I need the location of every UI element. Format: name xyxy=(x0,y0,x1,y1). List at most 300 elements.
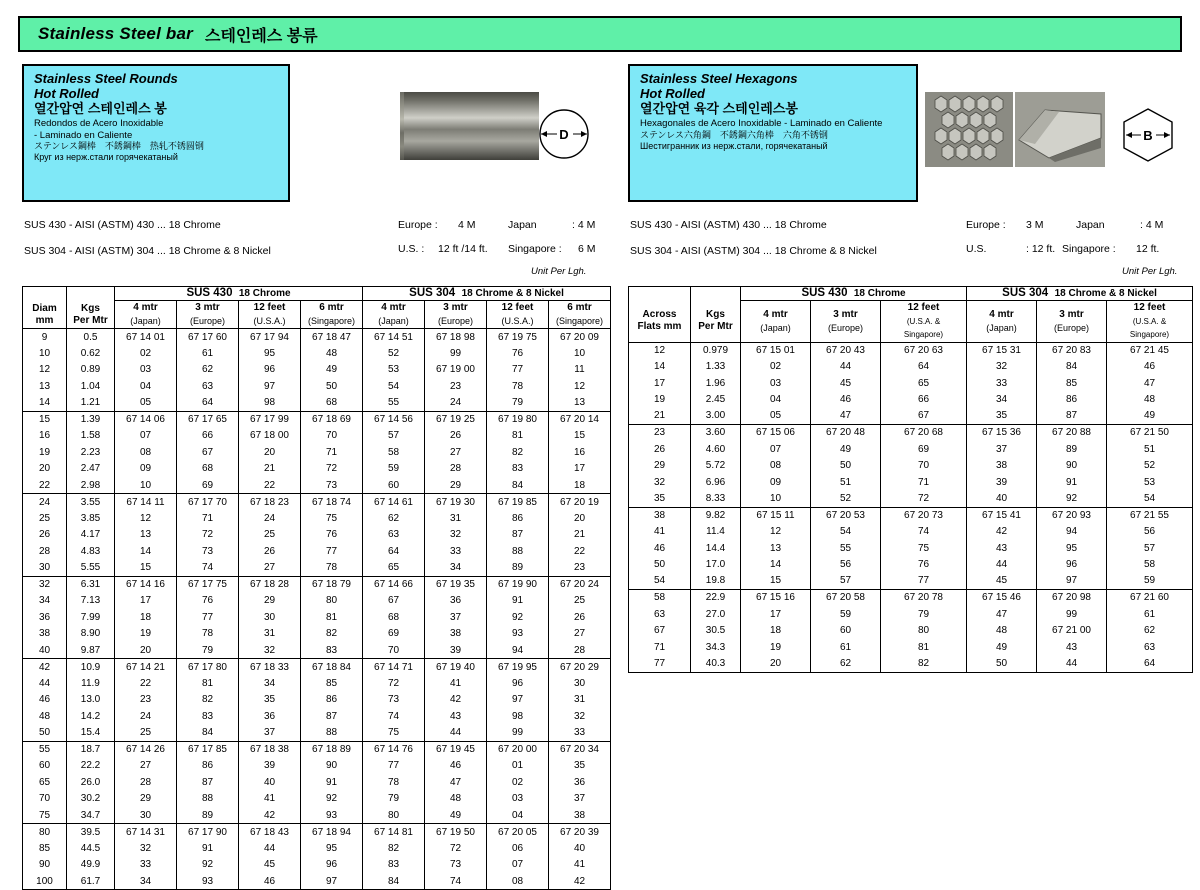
hexagons-unit-per: Unit Per Lgh. xyxy=(1122,266,1178,277)
table-cell: 1.33 xyxy=(691,359,741,376)
table-cell: 67 14 61 xyxy=(363,494,425,511)
table-cell: 79 xyxy=(177,642,239,659)
table-cell: 36 xyxy=(23,609,67,626)
table-cell: 27.0 xyxy=(691,606,741,623)
round-diameter-diagram xyxy=(528,104,600,164)
table-cell: 85 xyxy=(301,675,363,692)
table-cell: 67 20 78 xyxy=(881,590,967,607)
table-cell: 39.5 xyxy=(67,824,115,841)
table-row xyxy=(23,411,611,428)
table-cell: 07 xyxy=(741,441,811,458)
table-cell: 18.7 xyxy=(67,741,115,758)
hexagons-length-japan-value: : 4 M xyxy=(1140,219,1164,231)
table-cell: 20 xyxy=(741,656,811,673)
table-cell: 3.00 xyxy=(691,408,741,425)
table-cell: 28 xyxy=(115,774,177,791)
table-cell: 67 18 98 xyxy=(425,329,487,346)
table-cell: 3.85 xyxy=(67,510,115,527)
table-cell: 5.72 xyxy=(691,458,741,475)
table-cell: 92 xyxy=(1037,491,1107,508)
table-cell: 57 xyxy=(363,428,425,445)
table-cell: 93 xyxy=(301,807,363,824)
table-cell: 23 xyxy=(549,560,611,577)
table-cell: 67 19 50 xyxy=(425,824,487,841)
table-cell: 59 xyxy=(363,461,425,478)
table-group-header-row xyxy=(23,287,611,301)
table-cell: 03 xyxy=(487,791,549,808)
table-cell: 58 xyxy=(1107,557,1193,574)
table-cell: 18 xyxy=(741,623,811,640)
table-cell: 47 xyxy=(967,606,1037,623)
table-cell: 84 xyxy=(177,725,239,742)
table-cell: 67 18 23 xyxy=(239,494,301,511)
table-cell: 45 xyxy=(967,573,1037,590)
rounds-length-europe-label: Europe : xyxy=(398,219,438,231)
table-cell: 89 xyxy=(1037,441,1107,458)
table-cell: 04 xyxy=(115,378,177,395)
table-cell: 52 xyxy=(363,345,425,362)
table-cell: 67 18 43 xyxy=(239,824,301,841)
rounds-title-es2: - Laminado en Caliente xyxy=(34,129,133,141)
table-cell: 84 xyxy=(487,477,549,494)
table-row xyxy=(629,441,1193,458)
table-cell: 0.62 xyxy=(67,345,115,362)
table-cell: 67 19 45 xyxy=(425,741,487,758)
table-cell: 30 xyxy=(549,675,611,692)
table-cell: 12 xyxy=(741,524,811,541)
table-cell: 62 xyxy=(811,656,881,673)
table-row xyxy=(23,741,611,758)
table-cell: 5.55 xyxy=(67,560,115,577)
hexagons-length-europe-value: 3 M xyxy=(1026,219,1044,231)
table-cell: 61.7 xyxy=(67,873,115,890)
table-cell: 71 xyxy=(629,639,691,656)
hexagons-length-europe-label: Europe : xyxy=(966,219,1006,231)
page-title: Stainless Steel bar xyxy=(38,24,193,43)
table-cell: 22 xyxy=(239,477,301,494)
table-cell: 31 xyxy=(239,626,301,643)
table-cell: 67 20 98 xyxy=(1037,590,1107,607)
table-cell: 57 xyxy=(1107,540,1193,557)
table-cell: 12 xyxy=(115,510,177,527)
table-cell: 47 xyxy=(811,408,881,425)
rounds-length-us-value: 12 ft /14 ft. xyxy=(438,243,488,255)
table-cell: 78 xyxy=(363,774,425,791)
table-cell: 11.9 xyxy=(67,675,115,692)
table-cell: 92 xyxy=(487,609,549,626)
table-cell: 04 xyxy=(741,392,811,409)
table-cell: 35 xyxy=(629,491,691,508)
table-cell: 55 xyxy=(811,540,881,557)
table-cell: 67 17 94 xyxy=(239,329,301,346)
table-cell: 93 xyxy=(177,873,239,890)
group-header-sus430: SUS 430 18 Chrome xyxy=(115,287,363,301)
table-cell: 78 xyxy=(177,626,239,643)
table-cell: 96 xyxy=(1037,557,1107,574)
table-cell: 67 21 60 xyxy=(1107,590,1193,607)
table-row xyxy=(629,491,1193,508)
table-cell: 67 14 31 xyxy=(115,824,177,841)
table-cell: 67 14 06 xyxy=(115,411,177,428)
table-cell: 67 18 33 xyxy=(239,659,301,676)
table-cell: 29 xyxy=(629,458,691,475)
table-cell: 28 xyxy=(549,642,611,659)
table-row xyxy=(23,609,611,626)
table-cell: 67 14 71 xyxy=(363,659,425,676)
table-row xyxy=(23,345,611,362)
table-cell: 92 xyxy=(177,857,239,874)
table-cell: 46 xyxy=(1107,359,1193,376)
table-cell: 67 14 26 xyxy=(115,741,177,758)
table-row xyxy=(629,408,1193,425)
table-cell: 96 xyxy=(301,857,363,874)
table-cell: 77 xyxy=(881,573,967,590)
table-row xyxy=(23,857,611,874)
table-cell: 17 xyxy=(549,461,611,478)
table-cell: 29 xyxy=(115,791,177,808)
table-cell: 67 19 00 xyxy=(425,362,487,379)
table-cell: 26.0 xyxy=(67,774,115,791)
table-cell: 39 xyxy=(239,758,301,775)
table-cell: 91 xyxy=(1037,474,1107,491)
table-cell: 67 20 39 xyxy=(549,824,611,841)
table-row xyxy=(23,593,611,610)
table-cell: 08 xyxy=(487,873,549,890)
table-cell: 75 xyxy=(23,807,67,824)
table-cell: 68 xyxy=(177,461,239,478)
table-cell: 43 xyxy=(425,708,487,725)
table-cell: 14 xyxy=(741,557,811,574)
rounds-length-singapore-label: Singapore : xyxy=(508,243,562,255)
table-cell: 0.979 xyxy=(691,342,741,359)
table-cell: 20 xyxy=(23,461,67,478)
table-cell: 67 19 75 xyxy=(487,329,549,346)
table-cell: 67 19 30 xyxy=(425,494,487,511)
table-cell: 50 xyxy=(967,656,1037,673)
table-row xyxy=(23,758,611,775)
table-cell: 46 xyxy=(811,392,881,409)
table-cell: 79 xyxy=(363,791,425,808)
col-header: 6 mtr (Singapore) xyxy=(301,301,363,329)
table-cell: 58 xyxy=(629,590,691,607)
table-row xyxy=(23,395,611,412)
table-cell: 38 xyxy=(967,458,1037,475)
table-cell: 52 xyxy=(1107,458,1193,475)
hexagons-title-en: Stainless Steel Hexagons xyxy=(640,71,798,86)
table-cell: 53 xyxy=(1107,474,1193,491)
table-cell: 91 xyxy=(487,593,549,610)
table-cell: 84 xyxy=(363,873,425,890)
table-cell: 10 xyxy=(549,345,611,362)
table-cell: 9.87 xyxy=(67,642,115,659)
table-cell: 13.0 xyxy=(67,692,115,709)
rounds-title-es1: Redondos de Acero Inoxidable xyxy=(34,118,164,129)
table-cell: 40 xyxy=(549,840,611,857)
col-header: 6 mtr (Singapore) xyxy=(549,301,611,329)
table-cell: 80 xyxy=(301,593,363,610)
rounds-title-en: Stainless Steel Rounds xyxy=(34,71,178,86)
table-cell: 56 xyxy=(1107,524,1193,541)
table-cell: 10 xyxy=(741,491,811,508)
table-cell: 25 xyxy=(115,725,177,742)
table-cell: 81 xyxy=(487,428,549,445)
table-cell: 2.23 xyxy=(67,444,115,461)
table-row xyxy=(629,425,1193,442)
table-cell: 42 xyxy=(23,659,67,676)
table-cell: 02 xyxy=(741,359,811,376)
table-cell: 46 xyxy=(629,540,691,557)
rounds-subtitle-en: Hot Rolled xyxy=(34,86,99,101)
table-cell: 15.4 xyxy=(67,725,115,742)
table-cell: 62 xyxy=(177,362,239,379)
table-cell: 45 xyxy=(811,375,881,392)
table-cell: 70 xyxy=(363,642,425,659)
table-cell: 75 xyxy=(881,540,967,557)
table-cell: 58 xyxy=(363,444,425,461)
table-cell: 07 xyxy=(487,857,549,874)
table-cell: 01 xyxy=(487,758,549,775)
table-cell: 67 21 45 xyxy=(1107,342,1193,359)
table-row xyxy=(629,392,1193,409)
table-cell: 32 xyxy=(967,359,1037,376)
table-cell: 26 xyxy=(549,609,611,626)
hexagons-title-jp: ステンレス六角鋼 不銹鋼六角棒 六角不锈钢 xyxy=(640,129,828,140)
col-header: 3 mtr (Europe) xyxy=(177,301,239,329)
table-cell: 26 xyxy=(23,527,67,544)
table-cell: 32 xyxy=(425,527,487,544)
table-row xyxy=(23,510,611,527)
table-cell: 41 xyxy=(629,524,691,541)
hexagons-title-ko: 열간압연 육각 스테인레스봉 xyxy=(640,101,798,116)
table-cell: 83 xyxy=(301,642,363,659)
table-cell: 28 xyxy=(23,543,67,560)
table-cell: 67 14 51 xyxy=(363,329,425,346)
col-header: 3 mtr (Europe) xyxy=(1037,301,1107,342)
table-cell: 28 xyxy=(425,461,487,478)
table-cell: 50 xyxy=(629,557,691,574)
table-cell: 71 xyxy=(881,474,967,491)
table-cell: 44 xyxy=(967,557,1037,574)
table-cell: 67 20 19 xyxy=(549,494,611,511)
table-cell: 48 xyxy=(967,623,1037,640)
table-cell: 9.82 xyxy=(691,507,741,524)
table-cell: 81 xyxy=(177,675,239,692)
table-cell: 02 xyxy=(115,345,177,362)
col-header: 12 feet (U.S.A. & Singapore) xyxy=(1107,301,1193,342)
table-cell: 81 xyxy=(301,609,363,626)
table-cell: 31 xyxy=(425,510,487,527)
table-cell: 67 17 70 xyxy=(177,494,239,511)
table-cell: 46 xyxy=(425,758,487,775)
table-cell: 77 xyxy=(487,362,549,379)
table-cell: 67 19 85 xyxy=(487,494,549,511)
table-cell: 75 xyxy=(363,725,425,742)
table-cell: 44 xyxy=(425,725,487,742)
table-cell: 67 15 01 xyxy=(741,342,811,359)
table-cell: 17 xyxy=(115,593,177,610)
table-cell: 67 20 88 xyxy=(1037,425,1107,442)
table-row xyxy=(629,557,1193,574)
table-cell: 32 xyxy=(549,708,611,725)
table-cell: 63 xyxy=(629,606,691,623)
table-cell: 03 xyxy=(115,362,177,379)
table-cell: 14.2 xyxy=(67,708,115,725)
table-row xyxy=(23,659,611,676)
table-cell: 72 xyxy=(301,461,363,478)
table-cell: 47 xyxy=(1107,375,1193,392)
table-cell: 49.9 xyxy=(67,857,115,874)
table-cell: 98 xyxy=(239,395,301,412)
table-cell: 87 xyxy=(301,708,363,725)
table-cell: 50 xyxy=(811,458,881,475)
col-header: 12 feet (U.S.A.) xyxy=(239,301,301,329)
table-cell: 15 xyxy=(549,428,611,445)
table-cell: 8.33 xyxy=(691,491,741,508)
table-cell: 22.2 xyxy=(67,758,115,775)
table-cell: 67 14 81 xyxy=(363,824,425,841)
col-header: 4 mtr (Japan) xyxy=(363,301,425,329)
table-cell: 24 xyxy=(23,494,67,511)
table-cell: 42 xyxy=(549,873,611,890)
rounds-spec-1: SUS 430 - AISI (ASTM) 430 ... 18 Chrome xyxy=(24,219,221,231)
hex-bar-photo-single xyxy=(1015,92,1105,167)
table-cell: 25 xyxy=(23,510,67,527)
hexagons-title-ru: Шестигранник из нерж.стали, горячекатаный xyxy=(640,140,828,151)
table-cell: 22 xyxy=(23,477,67,494)
table-cell: 80 xyxy=(23,824,67,841)
table-cell: 38 xyxy=(549,807,611,824)
table-cell: 49 xyxy=(301,362,363,379)
table-cell: 88 xyxy=(301,725,363,742)
table-cell: 64 xyxy=(363,543,425,560)
table-row xyxy=(629,375,1193,392)
group-header-sus304: SUS 304 18 Chrome & 8 Nickel xyxy=(967,287,1193,301)
table-cell: 08 xyxy=(115,444,177,461)
table-cell: 32 xyxy=(115,840,177,857)
table-cell: 98 xyxy=(487,708,549,725)
table-cell: 21 xyxy=(549,527,611,544)
table-cell: 34.7 xyxy=(67,807,115,824)
table-cell: 67 20 00 xyxy=(487,741,549,758)
table-cell: 87 xyxy=(177,774,239,791)
table-cell: 92 xyxy=(301,791,363,808)
table-cell: 1.58 xyxy=(67,428,115,445)
table-row xyxy=(23,477,611,494)
table-cell: 03 xyxy=(741,375,811,392)
table-cell: 27 xyxy=(425,444,487,461)
table-cell: 67 15 11 xyxy=(741,507,811,524)
rounds-length-us-label: U.S. : xyxy=(398,243,425,255)
table-cell: 82 xyxy=(881,656,967,673)
table-cell: 46 xyxy=(239,873,301,890)
table-cell: 67 20 48 xyxy=(811,425,881,442)
table-cell: 67 21 00 xyxy=(1037,623,1107,640)
table-cell: 67 18 38 xyxy=(239,741,301,758)
table-cell: 32 xyxy=(23,576,67,593)
table-cell: 67 14 76 xyxy=(363,741,425,758)
table-cell: 86 xyxy=(487,510,549,527)
table-cell: 88 xyxy=(177,791,239,808)
table-cell: 70 xyxy=(23,791,67,808)
rounds-title-jp: ステンレス鋼棒 不銹鋼棒 热轧不锈圆钢 xyxy=(34,141,204,151)
table-cell: 67 15 36 xyxy=(967,425,1037,442)
table-cell: 81 xyxy=(881,639,967,656)
table-cell: 67 xyxy=(881,408,967,425)
table-cell: 59 xyxy=(811,606,881,623)
table-cell: 96 xyxy=(239,362,301,379)
table-cell: 07 xyxy=(115,428,177,445)
table-cell: 67 18 89 xyxy=(301,741,363,758)
table-cell: 67 14 01 xyxy=(115,329,177,346)
table-cell: 42 xyxy=(239,807,301,824)
table-cell: 95 xyxy=(1037,540,1107,557)
page-title-korean: 스테인레스 봉류 xyxy=(204,27,318,45)
table-cell: 24 xyxy=(115,708,177,725)
table-cell: 10 xyxy=(23,345,67,362)
table-cell: 67 20 73 xyxy=(881,507,967,524)
col-header: 3 mtr (Europe) xyxy=(811,301,881,342)
rounds-length-singapore-value: 6 M xyxy=(578,243,596,255)
table-cell: 54 xyxy=(629,573,691,590)
table-cell: 76 xyxy=(881,557,967,574)
table-cell: 48 xyxy=(425,791,487,808)
table-cell: 2.47 xyxy=(67,461,115,478)
hexagons-header-box xyxy=(628,64,918,202)
table-cell: 67 14 11 xyxy=(115,494,177,511)
table-cell: 02 xyxy=(487,774,549,791)
table-cell: 61 xyxy=(177,345,239,362)
table-cell: 35 xyxy=(239,692,301,709)
hex-bar-photo-bundle xyxy=(925,92,1013,167)
table-row xyxy=(23,675,611,692)
table-cell: 44.5 xyxy=(67,840,115,857)
table-cell: 49 xyxy=(425,807,487,824)
table-cell: 60 xyxy=(23,758,67,775)
table-cell: 15 xyxy=(741,573,811,590)
table-cell: 30 xyxy=(23,560,67,577)
table-row xyxy=(23,543,611,560)
table-cell: 82 xyxy=(177,692,239,709)
hexagons-table xyxy=(628,286,1193,673)
table-cell: 44 xyxy=(1037,656,1107,673)
table-cell: 1.96 xyxy=(691,375,741,392)
hexagons-length-us-label: U.S. xyxy=(966,243,987,255)
table-cell: 0.5 xyxy=(67,329,115,346)
table-cell: 96 xyxy=(487,675,549,692)
table-cell: 15 xyxy=(115,560,177,577)
table-cell: 18 xyxy=(549,477,611,494)
table-cell: 67 14 56 xyxy=(363,411,425,428)
table-row xyxy=(23,378,611,395)
table-cell: 63 xyxy=(177,378,239,395)
table-row xyxy=(629,540,1193,557)
hexagons-title-es: Hexagonales de Acero Inoxidable - Laminado en Caliente xyxy=(640,118,883,129)
table-cell: 14 xyxy=(629,359,691,376)
hexagons-length-singapore-value: 12 ft. xyxy=(1136,243,1160,255)
table-cell: 2.98 xyxy=(67,477,115,494)
table-cell: 12 xyxy=(549,378,611,395)
table-cell: 70 xyxy=(301,428,363,445)
table-cell: 79 xyxy=(881,606,967,623)
table-cell: 67 17 60 xyxy=(177,329,239,346)
table-cell: 29 xyxy=(425,477,487,494)
table-cell: 82 xyxy=(487,444,549,461)
table-cell: 16 xyxy=(23,428,67,445)
table-cell: 13 xyxy=(741,540,811,557)
table-cell: 82 xyxy=(301,626,363,643)
col-header: 4 mtr (Japan) xyxy=(967,301,1037,342)
table-cell: 21 xyxy=(629,408,691,425)
